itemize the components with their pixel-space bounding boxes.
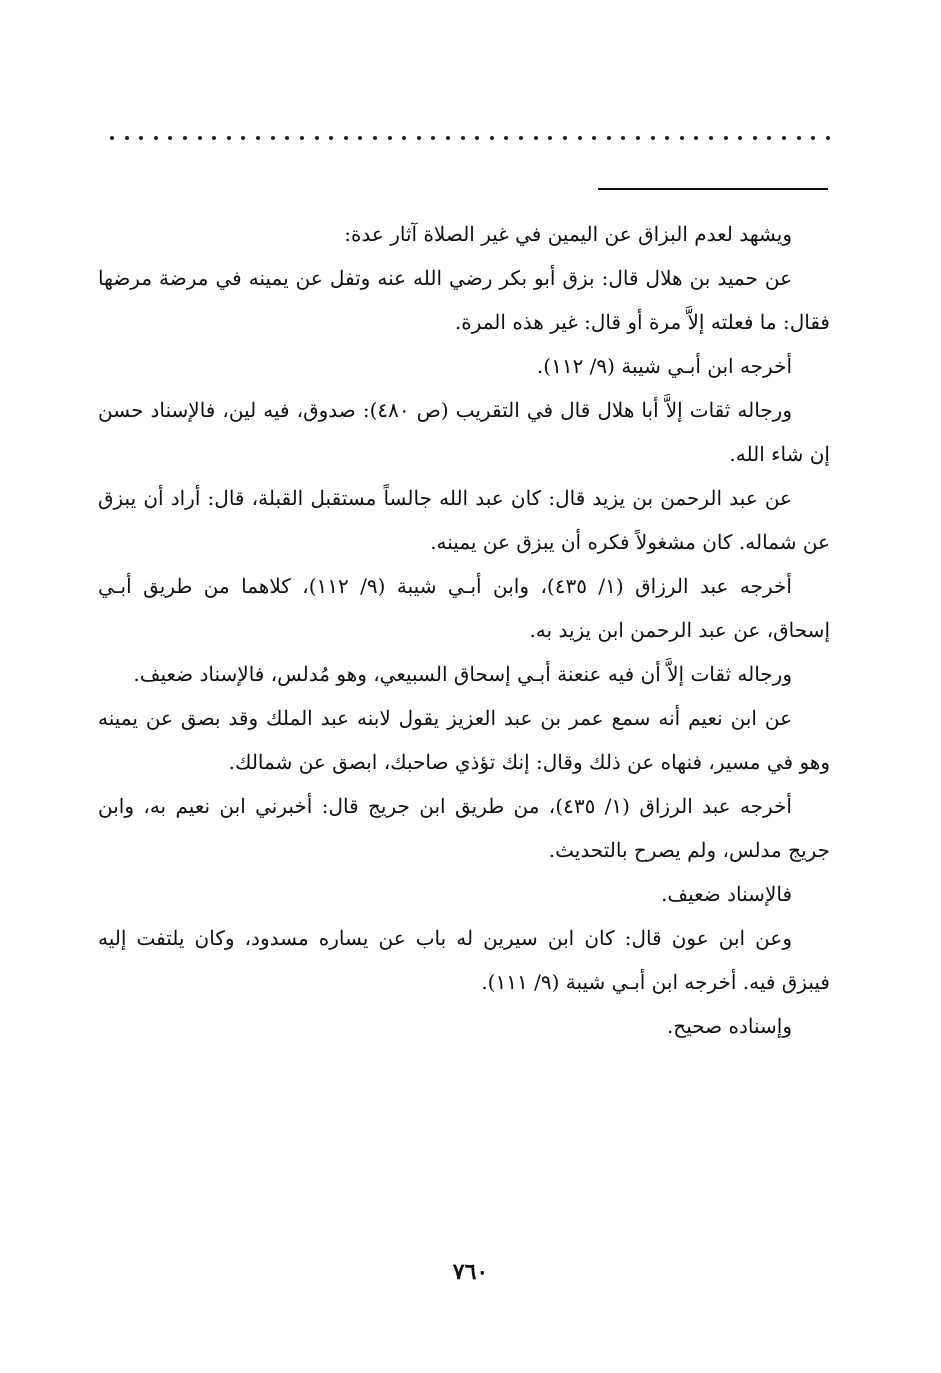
paragraph: أخرجه ابن أبـي شيبة (٩/ ١١٢). bbox=[536, 354, 792, 378]
paragraph: وإسناده صحيح. bbox=[666, 1014, 792, 1038]
paragraph: عن ابن نعيم أنه سمع عمر بن عبد العزيز يقول لابنه عبد الملك وقد بصق عن يمينه وهو في مسير، فنهاه عن ذلك وقال: إنك تؤذي صاحبك، ابصق عن شمالك. bbox=[98, 706, 830, 774]
paragraph: ورجاله ثقات إلاَّ أن فيه عنعنة أبـي إسحاق السبيعي، وهو مُدلس، فالإسناد ضعيف. bbox=[133, 662, 792, 686]
paragraph: ويشهد لعدم البزاق عن اليمين في غير الصلاة آثار عدة: bbox=[344, 222, 792, 246]
page-number: ٧٦٠ bbox=[452, 1259, 489, 1285]
paragraph: عن عبد الرحمن بن يزيد قال: كان عبد الله جالساً مستقبل القبلة، قال: أراد أن يبزق عن شماله. كان مشغولاً فكره أن يبزق عن يمينه. bbox=[98, 486, 830, 554]
paragraph: وعن ابن عون قال: كان ابن سيرين له باب عن يساره مسدود، وكان يلتفت إليه فيبزق فيه. أخرجه ابن أبـي شيبة (٩/ ١١١). bbox=[98, 926, 830, 994]
dotted-separator bbox=[110, 131, 830, 145]
paragraph: ورجاله ثقات إلاَّ أبا هلال قال في التقريب (ص ٤٨٠): صدوق، فيه لين، فالإسناد حسن إن شاء الله. bbox=[98, 398, 830, 466]
paragraph: فالإسناد ضعيف. bbox=[661, 882, 792, 906]
footnote-body bbox=[98, 212, 830, 1048]
footnote-rule bbox=[598, 188, 828, 190]
paragraph: عن حميد بن هلال قال: بزق أبو بكر رضي الله عنه وتفل عن يمينه في مرضة مرضها فقال: ما فعلته إلاَّ مرة أو قال: غير هذه المرة. bbox=[98, 266, 830, 334]
paragraph: أخرجه عبد الرزاق (١/ ٤٣٥)، من طريق ابن جريج قال: أخبرني ابن نعيم به، وابن جريج مدلس، ولم يصرح بالتحديث. bbox=[98, 794, 830, 862]
paragraph: أخرجه عبد الرزاق (١/ ٤٣٥)، وابن أبـي شيبة (٩/ ١١٢)، كلاهما من طريق أبـي إسحاق، عن عبد الرحمن ابن يزيد به. bbox=[98, 574, 830, 642]
